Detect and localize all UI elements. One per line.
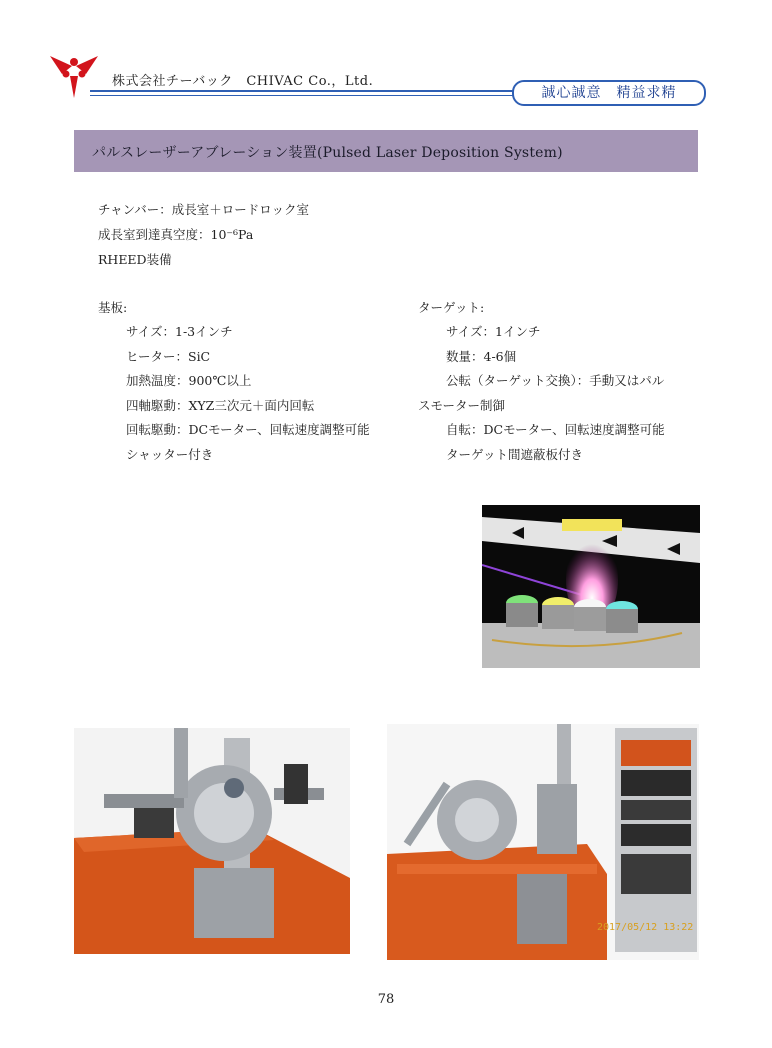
substrate-item: シャッター付き	[126, 447, 214, 462]
target-heading: ターゲット:	[418, 300, 485, 315]
page-number: 78	[377, 992, 395, 1007]
company-name: 株式会社チーバック CHIVAC Co.，Ltd.	[112, 74, 374, 89]
pld-system-photo-left	[74, 728, 350, 954]
pld-system-photo-right	[387, 724, 699, 960]
target-rendering-image	[482, 505, 700, 668]
target-item: サイズ：1インチ	[446, 324, 541, 339]
target-item: 数量：4-6個	[446, 349, 517, 364]
target-item: 公転（ターゲット交換）：手動又はパル	[446, 373, 665, 388]
target-item: 自転：DCモーター、回転速度調整可能	[446, 422, 665, 437]
target-item: ターゲット間遮蔽板付き	[446, 447, 584, 462]
spec-rheed: RHEED装備	[98, 252, 172, 267]
substrate-item: 回転駆動：DCモーター、回転速度調整可能	[126, 422, 370, 437]
motto-badge: 誠心誠意 精益求精	[512, 80, 706, 106]
substrate-item: 加熱温度：900℃以上	[126, 373, 252, 388]
substrate-item: 四軸駆動：XYZ三次元＋面内回転	[126, 398, 315, 413]
photo-timestamp: 2017/05/12 13:22	[597, 922, 694, 933]
header-rule-thin	[90, 95, 514, 96]
substrate-heading: 基板:	[98, 300, 128, 315]
target-item: スモーター制御	[418, 398, 506, 413]
substrate-item: サイズ：1-3インチ	[126, 324, 233, 339]
spec-chamber: チャンバー：成長室＋ロードロック室	[98, 202, 310, 217]
substrate-item: ヒーター：SiC	[126, 349, 211, 364]
spec-vacuum: 成長室到達真空度：10⁻⁶Pa	[98, 227, 254, 242]
header-rule	[90, 90, 514, 92]
page-title: パルスレーザーアブレーション装置(Pulsed Laser Deposition System)	[92, 145, 563, 161]
